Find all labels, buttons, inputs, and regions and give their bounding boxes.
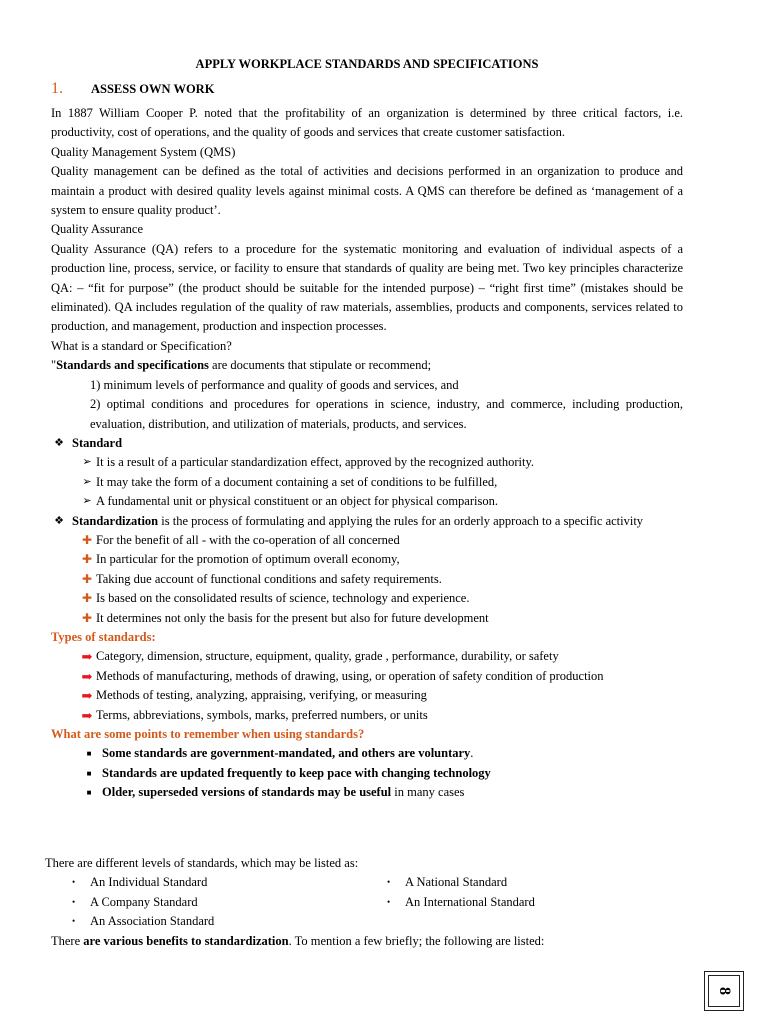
- dot-bullet-icon: •: [72, 896, 76, 907]
- list-item: • An Association Standard: [45, 912, 387, 931]
- list-item: ➢ It is a result of a particular standardization effect, approved by the recognized authority.: [51, 453, 683, 472]
- levels-intro: There are different levels of standards, which may be listed as:: [45, 856, 359, 870]
- list-item: ■ Standards are updated frequently to keep pace with changing technology: [51, 764, 683, 783]
- plus-bullet-icon: ✚: [81, 591, 93, 606]
- intro-paragraph: In 1887 William Cooper P. noted that the profitability of an organization is determined by three critical factors, i.e. productivity, cost of operations, and the quality of goods and services that create customer satisfaction.: [51, 106, 683, 140]
- arrow-bullet-icon: ➢: [82, 475, 92, 488]
- dot-bullet-icon: •: [387, 877, 391, 888]
- list-item: • A National Standard: [387, 873, 637, 892]
- plus-bullet-icon: ✚: [81, 552, 93, 567]
- list-item: ✚ For the benefit of all - with the co-operation of all concerned: [51, 531, 683, 550]
- list-item: ✚ It determines not only the basis for the present but also for future development: [51, 609, 683, 628]
- standardization-paragraph: ❖ Standardization is the process of formulating and applying the rules for an orderly approach to a specific activity: [51, 512, 683, 531]
- diamond-bullet-icon: ❖: [54, 436, 64, 449]
- list-item: ➡ Methods of testing, analyzing, appraising, verifying, or measuring: [51, 686, 683, 705]
- document-body: [51, 104, 683, 803]
- list-item: ➡ Methods of manufacturing, methods of drawing, using, or operation of safety condition of production: [51, 667, 683, 686]
- red-arrow-icon: ➡: [81, 707, 93, 723]
- list-item: ■ Some standards are government-mandated, and others are voluntary.: [51, 744, 683, 763]
- benefits-line: There are various benefits to standardization. To mention a few briefly; the following are listed:: [51, 933, 545, 948]
- qa-paragraph: Quality Assurance (QA) refers to a procedure for the systematic monitoring and evaluation of individual aspects of a production line, process, service, or facility to ensure that standards of quality are being met. Two key principles characterize QA: – “fit for purpose” (the product should be suitable for the intended purpose) – “right first time” (mistakes should be eliminated). QA includes regulation of the quality of raw materials, assemblies, products and components, services related to production, and management, production and inspection processes.: [51, 241, 683, 334]
- levels-columns: [45, 873, 645, 931]
- square-bullet-icon: ■: [86, 788, 92, 798]
- dot-bullet-icon: •: [387, 896, 391, 907]
- page-number: 8: [716, 987, 733, 995]
- qa-heading: Quality Assurance: [51, 222, 143, 237]
- definition-rest: are documents that stipulate or recommend;: [208, 358, 432, 373]
- red-arrow-icon: ➡: [81, 649, 93, 665]
- list-item: ➢ It may take the form of a document containing a set of conditions to be fulfilled,: [51, 473, 683, 492]
- square-bullet-icon: ■: [86, 768, 92, 778]
- plus-bullet-icon: ✚: [81, 610, 93, 625]
- types-heading: Types of standards:: [51, 629, 156, 644]
- section-title: ASSESS OWN WORK: [91, 82, 215, 96]
- section-heading: [51, 80, 214, 98]
- standard-label: Standard: [72, 435, 123, 450]
- list-item: • An International Standard: [387, 893, 637, 912]
- section-number: 1.: [51, 80, 63, 97]
- red-arrow-icon: ➡: [81, 688, 93, 704]
- dot-bullet-icon: •: [72, 916, 76, 927]
- list-item: ➢ A fundamental unit or physical constituent or an object for physical comparison.: [51, 492, 683, 511]
- qms-heading: Quality Management System (QMS): [51, 144, 236, 159]
- list-item: ➡ Category, dimension, structure, equipment, quality, grade , performance, durability, or safety: [51, 647, 683, 666]
- qms-paragraph: Quality management can be defined as the total of activities and decisions performed in an organization to produce and maintain a product with desired quality levels against minimal costs. A QMS can therefore be defined as ‘management of a system to ensure quality product’.: [51, 164, 683, 218]
- page-number-box: [704, 971, 744, 1011]
- quote-mark: ": [51, 358, 57, 373]
- list-item: • A Company Standard: [45, 893, 387, 912]
- definition-item-1: 1) minimum levels of performance and quality of goods and services, and: [90, 377, 459, 392]
- list-item: ✚ Taking due account of functional conditions and safety requirements.: [51, 570, 683, 589]
- plus-bullet-icon: ✚: [81, 532, 93, 547]
- diamond-bullet-icon: ❖: [54, 514, 64, 527]
- square-bullet-icon: ■: [86, 749, 92, 759]
- list-item: ✚ Is based on the consolidated results of science, technology and experience.: [51, 589, 683, 608]
- arrow-bullet-icon: ➢: [82, 456, 92, 469]
- levels-left-column: [45, 873, 387, 931]
- dot-bullet-icon: •: [72, 877, 76, 888]
- points-heading: What are some points to remember when using standards?: [51, 727, 365, 741]
- standard-question: What is a standard or Specification?: [51, 338, 232, 353]
- definition-item-2: 2) optimal conditions and procedures for operations in science, industry, and commerce, including production, evaluation, distribution, and utilization of materials, products, and services.: [90, 397, 683, 431]
- red-arrow-icon: ➡: [81, 668, 93, 684]
- list-item: ✚ In particular for the promotion of optimum overall economy,: [51, 550, 683, 569]
- list-item: • An Individual Standard: [45, 873, 387, 892]
- levels-right-column: [387, 873, 637, 931]
- definition-line: [51, 356, 683, 375]
- standardization-label: Standardization: [72, 513, 159, 528]
- arrow-bullet-icon: ➢: [82, 495, 92, 508]
- list-item: ➡ Terms, abbreviations, symbols, marks, preferred numbers, or units: [51, 706, 683, 725]
- plus-bullet-icon: ✚: [81, 571, 93, 586]
- list-item: ■ Older, superseded versions of standards may be useful in many cases: [51, 783, 683, 802]
- standard-heading: [51, 434, 683, 453]
- levels-section: [45, 854, 645, 951]
- definition-bold: Standards and specifications: [56, 358, 209, 373]
- document-title: APPLY WORKPLACE STANDARDS AND SPECIFICATIONS: [195, 57, 539, 71]
